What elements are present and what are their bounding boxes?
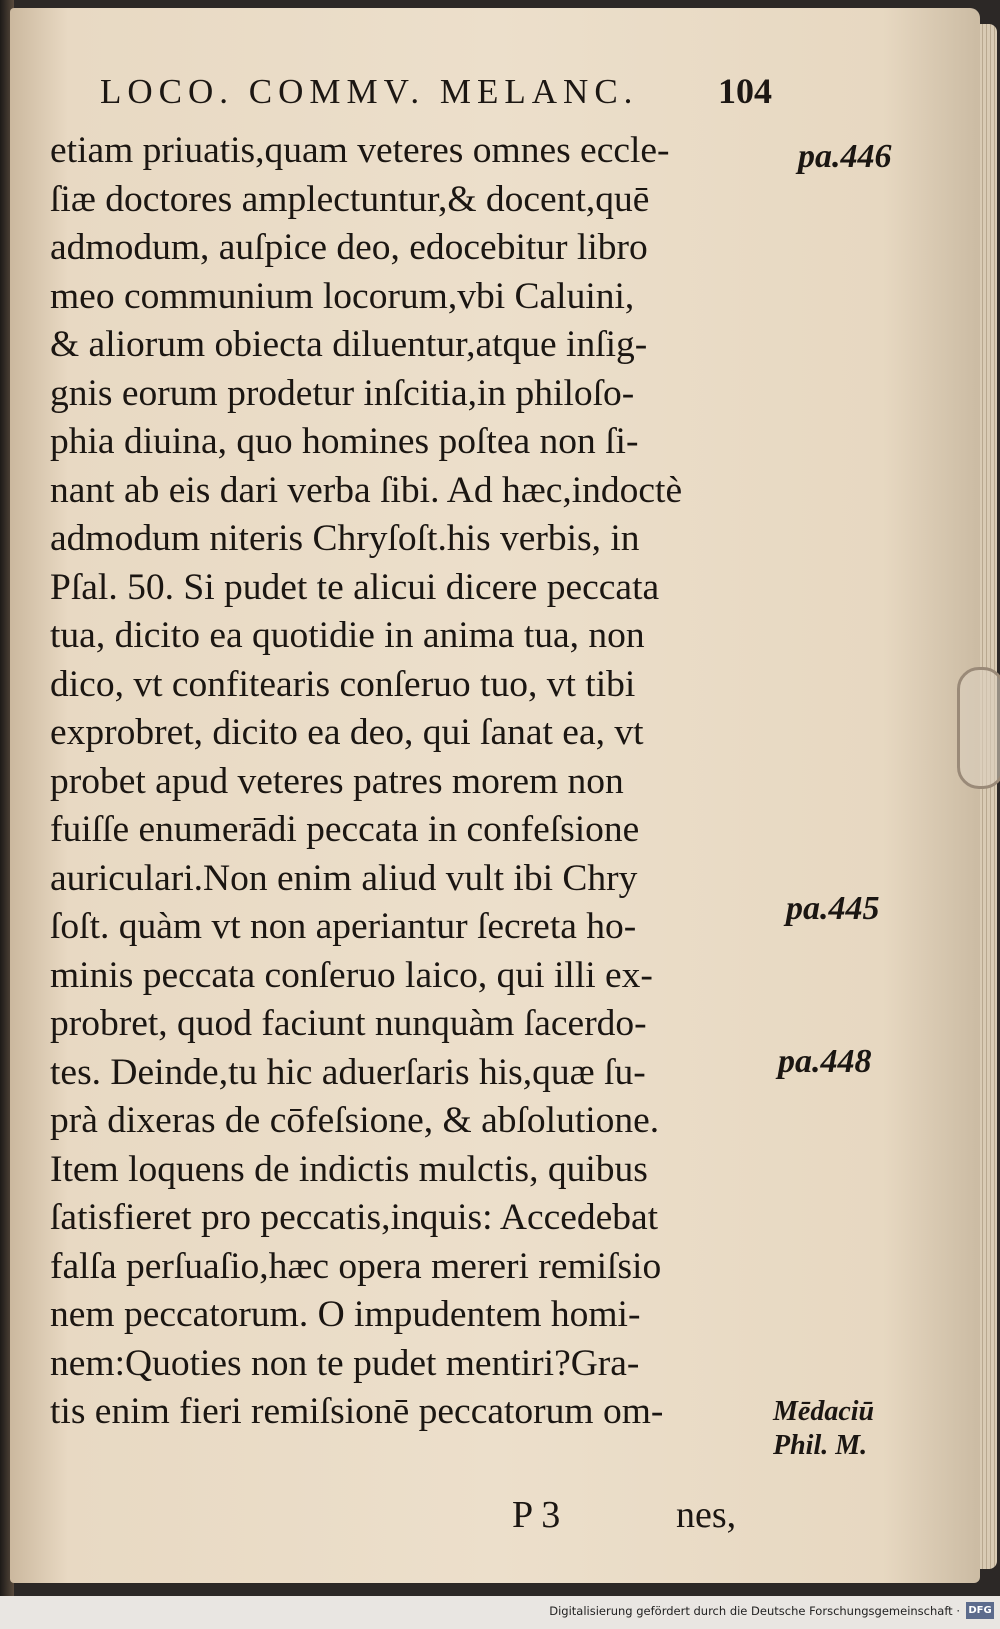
margin-note-line: Phil. M. xyxy=(773,1430,868,1461)
text-line: exprobret, dicito ea deo, qui ſanat ea, vt xyxy=(50,712,644,753)
text-line: probret, quod faciunt nunquàm ſacerdo- xyxy=(50,1003,647,1044)
text-line: nem:Quoties non te pudet mentiri?Gra- xyxy=(50,1342,640,1384)
digitization-footer xyxy=(0,1596,1000,1629)
text-line: ſatisfieret pro peccatis,inquis: Accedebat xyxy=(50,1197,659,1238)
margin-note-page-ref: pa.445 xyxy=(786,890,880,927)
body-text xyxy=(50,127,780,1437)
running-title: LOCO. COMMV. MELANC. xyxy=(100,72,639,111)
dfg-logo[interactable]: DFG xyxy=(966,1602,994,1619)
text-line: falſa perſuaſio,hæc opera mereri remiſsio xyxy=(50,1245,662,1287)
text-line: auriculari.Non enim aliud vult ibi Chry xyxy=(50,857,638,899)
text-line: meo communium locorum,vbi Caluini, xyxy=(50,275,635,317)
text-line: admodum, auſpice deo, edocebitur libro xyxy=(50,227,648,268)
text-line: tua, dicito ea quotidie in anima tua, non xyxy=(50,615,645,656)
text-line: admodum niteris Chryſoſt.his verbis, in xyxy=(50,518,640,559)
catchword: nes, xyxy=(676,1494,737,1536)
text-line: phia diuina, quo homines poſtea non ſi- xyxy=(50,421,639,462)
text-line: gnis eorum prodetur inſcitia,in philoſo- xyxy=(50,372,635,414)
funding-credit: Digitalisierung gefördert durch die Deutsche Forschungsgemeinschaft · xyxy=(549,1604,960,1618)
text-line: minis peccata conſeruo laico, qui illi ex- xyxy=(50,954,653,996)
text-line: Item loquens de indictis mulctis, quibus xyxy=(50,1148,648,1190)
signature-mark: P 3 xyxy=(512,1494,561,1536)
margin-note-page-ref: pa.448 xyxy=(778,1043,872,1080)
text-line: etiam priuatis,quam veteres omnes eccle- xyxy=(50,130,670,171)
text-line: nant ab eis dari verba ſibi. Ad hæc,indoctè xyxy=(50,469,683,511)
margin-note-mendacium xyxy=(773,1395,874,1463)
text-line: tes. Deinde,tu hic aduerſaris his,quæ ſu- xyxy=(50,1051,646,1093)
running-head xyxy=(92,72,772,122)
text-line: tis enim fieri remiſsionē peccatorum om- xyxy=(50,1391,664,1432)
text-line: probet apud veteres patres morem non xyxy=(50,760,624,802)
folio-number: 104 xyxy=(718,71,772,111)
text-line: Pſal. 50. Si pudet te alicui dicere peccata xyxy=(50,566,660,608)
text-line: nem peccatorum. O impudentem homi- xyxy=(50,1294,641,1335)
text-line: fuiſſe enumerādi peccata in confeſsione xyxy=(50,809,640,850)
text-line: ſoſt. quàm vt non aperiantur ſecreta ho- xyxy=(50,906,637,947)
text-line: dico, vt confitearis conſeruo tuo, vt tibi xyxy=(50,663,636,705)
margin-note-line: Mēdaciū xyxy=(773,1396,875,1427)
page-clip-icon xyxy=(957,667,1000,789)
margin-note-page-ref: pa.446 xyxy=(798,138,892,175)
text-line: & aliorum obiecta diluentur,atque inſig- xyxy=(50,324,648,365)
text-line: ſiæ doctores amplectuntur,& docent,quē xyxy=(50,178,650,220)
text-line: prà dixeras de cōfeſsione, & abſolutione. xyxy=(50,1100,660,1141)
